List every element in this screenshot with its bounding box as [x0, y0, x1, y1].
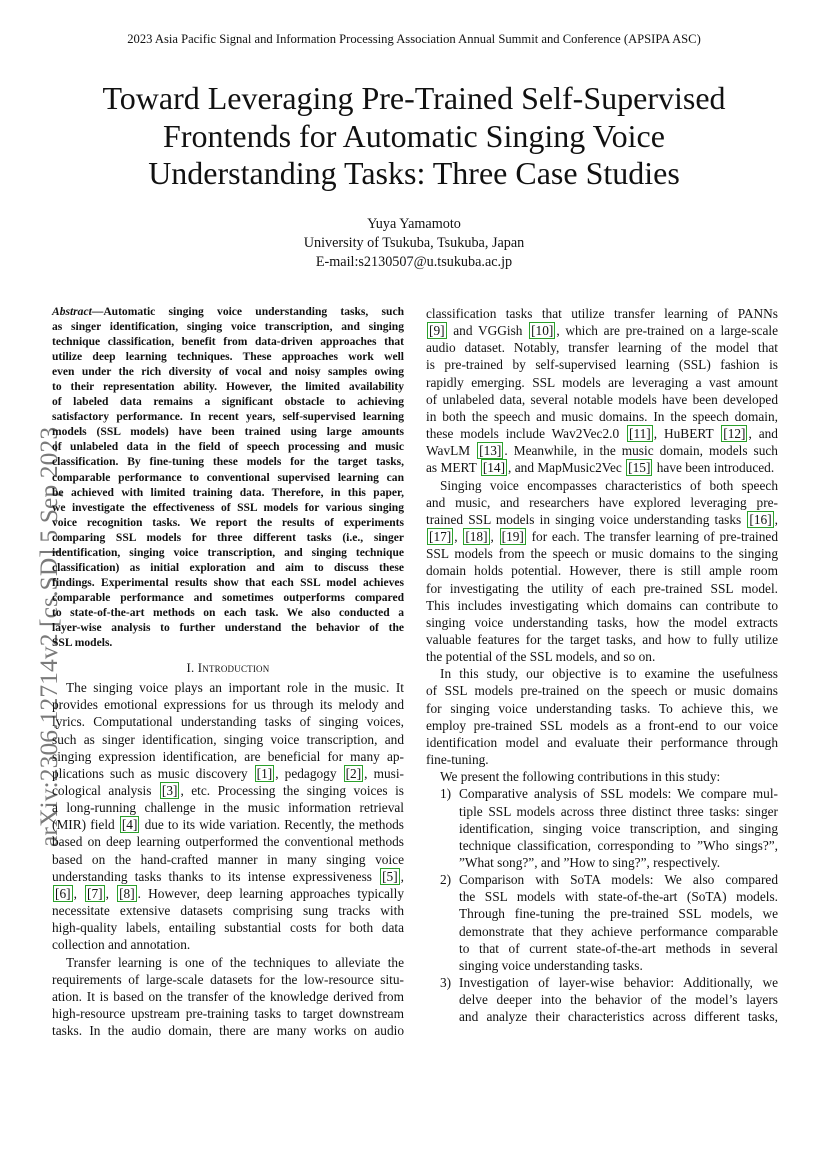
text-line: tiple SSL models across three distinct three tasks: singer: [459, 803, 778, 819]
text-line: [17] , [18] , [19] for each. The transfer learning of pre-trained: [429, 529, 778, 545]
text-line: satisfactory performance. In recent years, self-supervised learning: [52, 411, 404, 424]
text-line: based on the hand-crafted manner in many singing voice: [52, 851, 404, 867]
text-line: Transfer learning is one of the techniques to alleviate the: [66, 954, 404, 970]
text-line: of unlabeled data in the field of speech processing and music: [52, 441, 404, 454]
author-block: [0, 215, 828, 272]
text-line: This includes investigating which domains can contribute to: [426, 597, 778, 613]
arxiv-stamp-text: arXiv:2306.12714v2 [cs.SD] 5 Sep 2023: [34, 426, 63, 847]
paper-title: [60, 80, 768, 193]
section-name: Introduction: [197, 661, 270, 676]
section-numeral: I.: [186, 661, 198, 676]
citation-link[interactable]: [6]: [55, 885, 71, 901]
left-column: [52, 305, 404, 1039]
text-line: be achieved with limited training data. Therefore, in this paper,: [52, 486, 404, 499]
text-line: the SSL models with state-of-the-art (SoTA) models.: [459, 889, 778, 905]
list-number: 1): [440, 786, 452, 802]
citation-link[interactable]: [9]: [429, 323, 445, 339]
text-line: in both the speech and music domains. In the speech domain,: [426, 408, 778, 424]
text-line: valuable features for the target tasks, and how to fully utilize: [426, 631, 778, 647]
text-line: requirements of large-scale datasets for the low-resource situ-: [52, 971, 404, 987]
text-line: The singing voice plays an important role in the music. It: [66, 680, 404, 696]
text-line: 1) Comparative analysis of SSL models: We compare mul-: [440, 786, 778, 802]
text-line: trained SSL models in singing voice understanding tasks [16] ,: [426, 511, 778, 527]
text-line: [6] , [7] , [8] . However, deep learning approaches typically: [55, 885, 405, 901]
text-line: comparable performance and sometimes outperforms compared: [52, 591, 404, 604]
introduction-text: [52, 679, 404, 1039]
citation-link[interactable]: [18]: [465, 529, 488, 545]
text-line: singing expression identification, are beneficial for many ap-: [52, 748, 404, 764]
text-line: layer-wise analysis to further understand the behavior of the: [52, 621, 404, 634]
text-line: identification model and evaluate their performance through: [426, 734, 778, 750]
right-column: [426, 305, 778, 1026]
arxiv-stamp: [14, 262, 63, 847]
text-line: Singing voice encompasses characteristics of both speech: [440, 477, 778, 493]
text-line: the potential of the SSL models, and so on.: [426, 649, 656, 665]
text-line: of SSL models pre-trained on the speech or music domains: [426, 683, 778, 699]
citation-link[interactable]: [14]: [482, 460, 506, 476]
text-line: audio dataset. Notably, transfer learning of the model that: [426, 340, 778, 356]
text-line: these models include Wav2Vec2.0 [11] , HuBERT [12] , and: [426, 426, 778, 442]
abstract: [52, 305, 404, 651]
right-column-text: [426, 305, 778, 785]
title-line: Frontends for Automatic Singing Voice: [163, 117, 665, 154]
text-line: we investigate the effectiveness of SSL models for various singing: [52, 501, 404, 514]
text-line: is pre-trained by self-supervised learning (SSL) fashion is: [426, 357, 778, 373]
text-line: (MIR) field [4] due to its wide variation. Recently, the methods: [52, 817, 404, 833]
title-line: Understanding Tasks: Three Case Studies: [148, 155, 680, 191]
text-line: a long-running challenge in the music information retrieval: [52, 800, 404, 816]
abstract-label: Abstract: [52, 306, 92, 318]
text-line: tasks. In the audio domain, there are many works on audio: [52, 1023, 404, 1039]
text-line: as MERT [14] , and MapMusic2Vec [15] have been introduced.: [426, 460, 775, 476]
text-line: classification) as initial exploration and aim to discuss these: [52, 561, 404, 574]
text-line: WavLM [13] . Meanwhile, in the music domain, models such: [426, 443, 778, 459]
text-line: cological analysis [3] , etc. Processing the singing voices is: [52, 783, 404, 799]
text-line: of labeled data remains a significant obstacle to achieving: [52, 396, 404, 409]
text-line: to state-of-the-art methods on each task. We also conducted a: [52, 606, 404, 619]
text-line: [9] and VGGish [10] , which are pre-trained on a large-scale: [429, 323, 778, 339]
list-number: 3): [440, 975, 452, 991]
citation-link[interactable]: [8]: [119, 885, 135, 901]
citation-link[interactable]: [1]: [256, 765, 273, 781]
citation-link[interactable]: [10]: [531, 323, 554, 339]
text-line: understanding tasks thanks to its intense expressiveness [5] ,: [52, 868, 404, 884]
citation-link[interactable]: [13]: [479, 443, 502, 459]
text-line: singing voice understanding tasks.: [459, 957, 643, 973]
text-line: comparable performance to conventional supervised learning can: [52, 471, 404, 484]
text-line: and music, and researchers have explored leveraging pre-: [426, 494, 778, 510]
text-line: SSL models from the speech or music domains to the singing: [426, 546, 778, 562]
citation-link[interactable]: [16]: [749, 511, 772, 527]
text-line: identification, singing voice transcription, and singing technique: [52, 546, 404, 559]
text-line: 3) Investigation of layer-wise behavior: Additionally, we: [440, 975, 778, 991]
text-line: provides emotional expressions for us through its melody and: [52, 697, 404, 713]
text-line: ”What song?”, and ”How to sing?”, respectively.: [459, 855, 721, 870]
text-line: as singer identification, singing voice transcription, and singing: [52, 321, 404, 334]
text-line: We present the following contributions in this study:: [440, 769, 721, 785]
text-line: In this study, our objective is to examine the usefulness: [440, 666, 778, 682]
section-heading-introduction: [52, 659, 404, 677]
text-line: delve deeper into the behavior of the model’s layers: [459, 992, 778, 1008]
citation-link[interactable]: [17]: [429, 529, 452, 545]
text-line: identification, singing voice transcription, and singing: [459, 820, 778, 836]
text-line: for investigating the utility of each pre-trained SSL model.: [426, 580, 778, 596]
text-line: 2) Comparison with SoTA models: We also compared: [440, 872, 778, 888]
author-name: Yuya Yamamoto: [367, 216, 461, 232]
text-line: employ pre-trained SSL models as a front-end to our voice: [426, 717, 778, 733]
text-line: models (SSL models) have been trained using large amounts: [52, 426, 404, 439]
text-line: voice recognition tasks. We report the results of experiments: [52, 516, 404, 529]
text-line: Abstract—Automatic singing voice understanding tasks, such: [52, 306, 404, 318]
citation-link[interactable]: [19]: [501, 529, 524, 545]
citation-link[interactable]: [7]: [87, 885, 103, 901]
citation-link[interactable]: [11]: [629, 426, 651, 442]
author-email: E-mail:s2130507@u.tsukuba.ac.jp: [315, 254, 513, 270]
text-line: high-quality labels, entailing substantial costs for both data: [52, 920, 404, 936]
citation-link[interactable]: [12]: [723, 426, 746, 442]
text-line: of unlabeled data, several notable models have been developed: [426, 391, 778, 407]
text-line: high-resource upstream pre-training tasks to target downstream: [52, 1006, 404, 1022]
text-line: domain holds potential. However, there is still ample room: [426, 563, 778, 579]
text-line: findings. Experimental results show that each SSL model achieves: [52, 576, 404, 589]
citation-link[interactable]: [4]: [121, 817, 138, 833]
citation-link[interactable]: [15]: [628, 460, 651, 476]
contribution-list: [426, 785, 778, 1025]
text-line: singing voice understanding tasks, how the model extracts: [426, 614, 778, 630]
text-line: utilize deep learning techniques. These approaches work well: [52, 351, 404, 364]
citation-link[interactable]: [5]: [382, 868, 398, 884]
text-line: for singing voice understanding tasks. To achieve this, we: [426, 700, 778, 716]
text-line: such as singer identification, singing voice transcription, and: [52, 731, 404, 747]
text-line: to their representation ability. However, the limited availability: [52, 381, 404, 394]
text-line: classification. By fine-tuning these models for the target tasks,: [52, 456, 404, 469]
text-line: to that of current state-of-the-art methods in several: [459, 940, 778, 956]
text-line: collection and annotation.: [52, 937, 191, 953]
text-line: technique classification, benefit from data-driven approaches that: [52, 336, 404, 349]
title-line: Toward Leveraging Pre-Trained Self-Supervised: [102, 80, 726, 116]
text-line: and analyze their characteristics across different tasks,: [459, 1009, 778, 1025]
author-affiliation: University of Tsukuba, Tsukuba, Japan: [303, 235, 525, 251]
text-line: ation. It is based on the transfer of the knowledge derived from: [52, 988, 404, 1004]
conference-header: 2023 Asia Pacific Signal and Information Processing Association Annual Summit and Conference (APSIPA ASC): [127, 32, 701, 46]
text-line: necessitate extensive datasets comprising sung tracks with: [52, 903, 404, 919]
text-line: plications such as music discovery [1] , pedagogy [2] , musi-: [52, 765, 404, 781]
citation-link[interactable]: [2]: [345, 765, 362, 781]
text-line: technique classification, corresponding to ”Who sings?”,: [459, 837, 778, 853]
text-line: fine-tuning.: [426, 752, 489, 768]
citation-link[interactable]: [3]: [161, 783, 178, 799]
text-line: even under the rich diversity of vocal and noisy samples owing: [52, 366, 404, 379]
text-line: comparing SSL models for three different tasks (i.e., singer: [52, 531, 404, 544]
text-line: Through fine-tuning the pre-trained SSL models, we: [459, 906, 778, 922]
text-line: SSL models.: [52, 637, 113, 650]
text-line: demonstrate that they achieve performance comparable: [459, 923, 778, 939]
text-line: classification tasks that utilize transfer learning of PANNs: [426, 306, 778, 321]
text-line: lyrics. Computational understanding tasks of singing voices,: [52, 714, 404, 730]
text-line: based on deep learning outperformed the conventional methods: [52, 834, 404, 850]
text-line: rapidly emerging. SSL models are leveraging a vast amount: [426, 374, 778, 390]
list-number: 2): [440, 872, 452, 888]
